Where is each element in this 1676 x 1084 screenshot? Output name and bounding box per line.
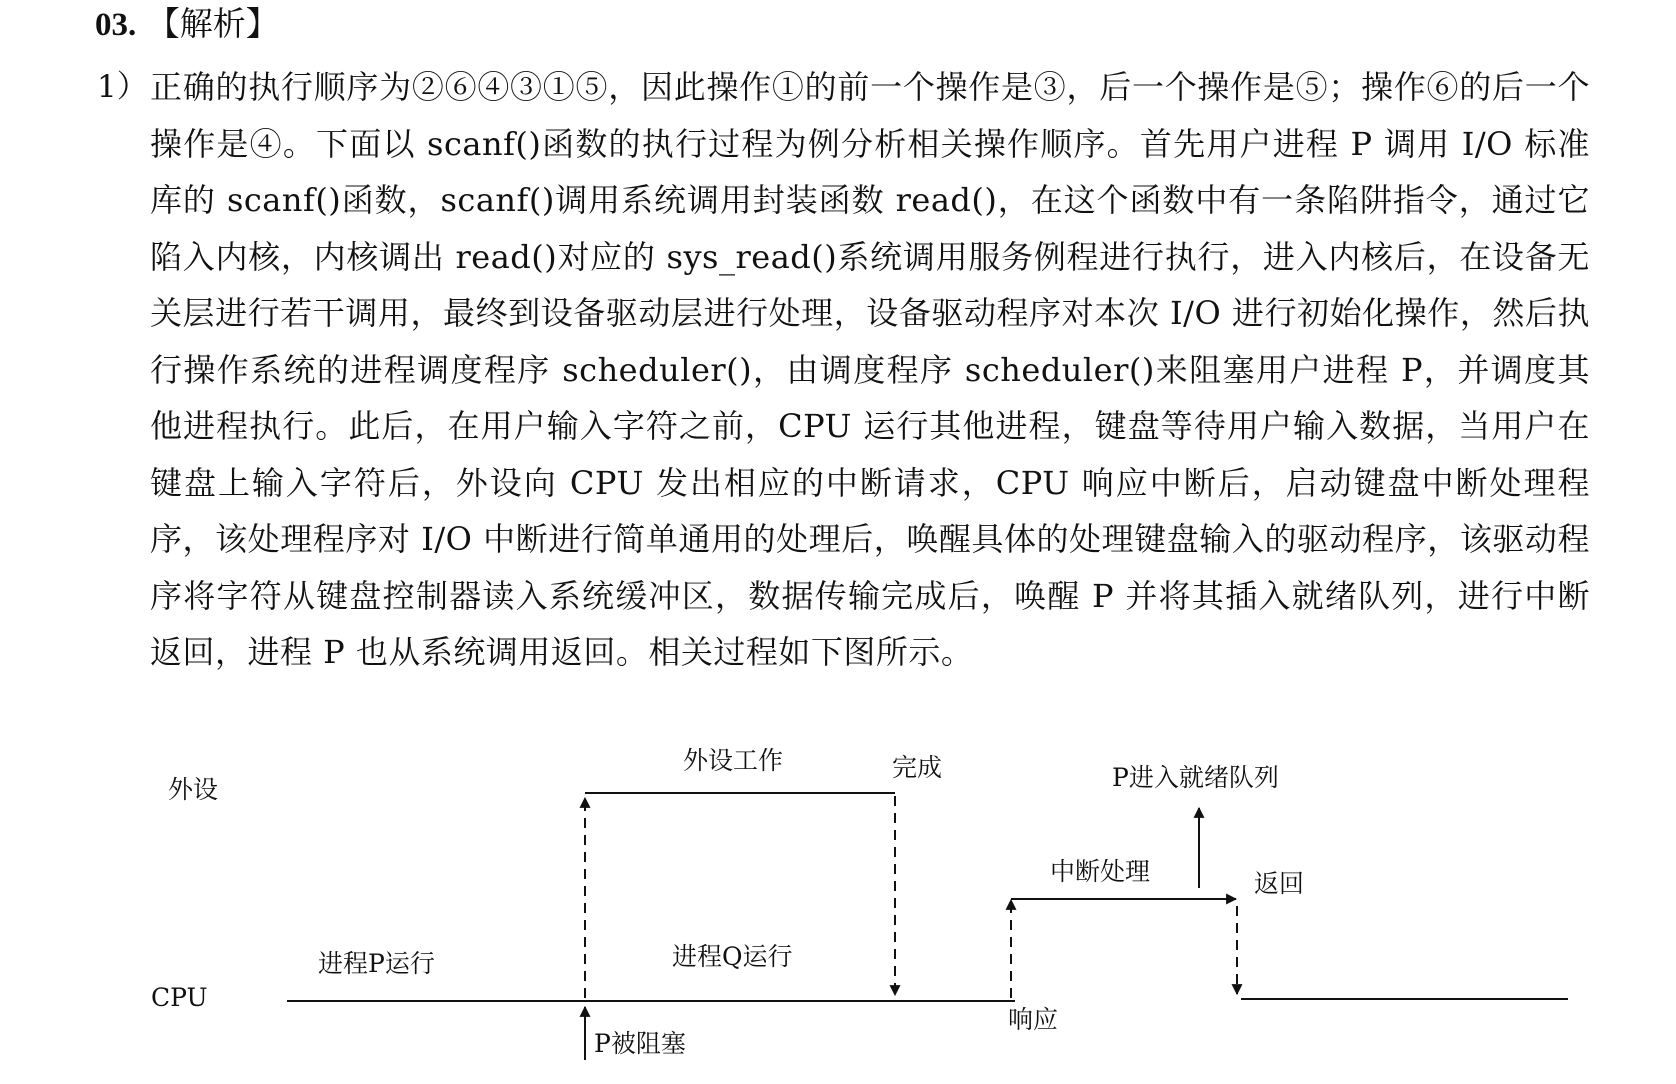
ready-queue-label: P进入就绪队列	[1112, 763, 1279, 792]
io-timing-diagram	[0, 720, 1676, 1084]
paragraph-label: 1）	[97, 69, 148, 105]
return-label: 返回	[1254, 869, 1305, 898]
peripheral-work-label: 外设工作	[683, 746, 784, 775]
interrupt-handling-label: 中断处理	[1050, 857, 1151, 886]
cpu-row-label: CPU	[151, 983, 208, 1012]
peripheral-row-label: 外设	[168, 775, 219, 804]
respond-label: 响应	[1008, 1005, 1059, 1034]
question-heading	[95, 2, 279, 47]
p-blocked-label: P被阻塞	[594, 1029, 686, 1058]
done-label: 完成	[892, 753, 943, 782]
q-running-label: 进程Q运行	[672, 942, 793, 971]
analysis-paragraph: 正确的执行顺序为②⑥④③①⑤，因此操作①的前一个操作是③，后一个操作是⑤；操作⑥的后一个操作是④。下面以 scanf()函数的执行过程为例分析相关操作顺序。首先用户进程 P 调用 I/O 标准库的 scanf()函数，scanf()调用系统调用封装函数 read()，在这个函数中有一条陷阱指令，通过它陷入内核，内核调出 read()对应的 sys_read()系统调用服务例程进行执行，进入内核后，在设备无关层进行若干调用，最终到设备驱动层进行处理，设备驱动程序对本次 I/O 进行初始化操作，然后执行操作系统的进程调度程序 scheduler()，由调度程序 scheduler()来阻塞用户进程 P，并调度其他进程执行。此后，在用户输入字符之前，CPU 运行其他进程，键盘等待用户输入数据，当用户在键盘上输入字符后，外设向 CPU 发出相应的中断请求，CPU 响应中断后，启动键盘中断处理程序，该处理程序对 I/O 中断进行简单通用的处理后，唤醒具体的处理键盘输入的驱动程序，该驱动程序将字符从键盘控制器读入系统缓冲区，数据传输完成后，唤醒 P 并将其插入就绪队列，进行中断返回，进程 P 也从系统调用返回。相关过程如下图所示。	[150, 68, 1590, 671]
analysis-title: 【解析】	[146, 4, 279, 43]
question-number: 03.	[95, 7, 137, 43]
p-running-label: 进程P运行	[318, 949, 435, 978]
